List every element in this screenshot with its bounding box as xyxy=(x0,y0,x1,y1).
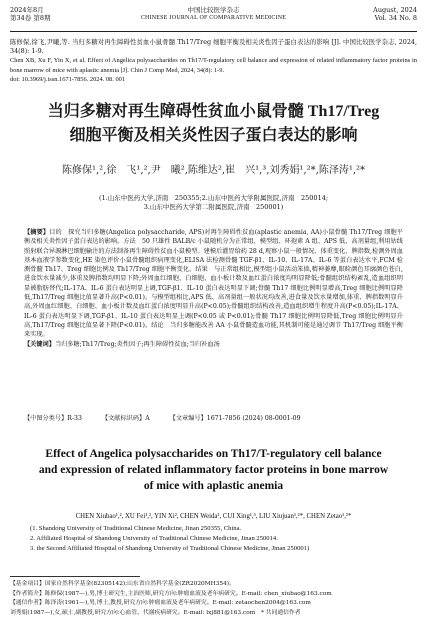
footnote-rule xyxy=(10,576,140,577)
title-en-line3: of mice with aplastic anemia xyxy=(143,480,284,492)
classification-row xyxy=(24,414,403,423)
affiliation-en-1: (1. Shandong University of Traditional Chinese Medicine, Jinan 250355, China. xyxy=(30,525,242,532)
affiliation-cn-line1: (1.山东中医药大学,济南 250355;2.山东中医药大学附属医院,济南 250014; xyxy=(98,194,329,202)
journal-name-cn: 中国比较医学杂志 xyxy=(187,6,240,14)
footnotes xyxy=(10,580,417,618)
header-volume-en: Vol. 34 No. 8 xyxy=(374,14,417,22)
header-center xyxy=(10,6,417,22)
header-volume-cn: 第34卷 第8期 xyxy=(10,14,51,22)
header-rule xyxy=(10,31,417,32)
article-number: 【文章编号】1671-7856 (2024) 08-0001-09 xyxy=(169,415,301,422)
abstract-text: 目的 探究当归多糖(Angelica polysaccharide, APS)对再生障碍性贫血(aplastic anemia, AA)小鼠骨髓 Th17/Treg 细胞平衡及相关炎性因子蛋白表达的影响。方法 50 只雄性 BALB/c 小鼠随机分为正常组、模型组、环孢素 A 组、APS 低、高剂量组,利用钴线照射联合异源淋巴细胞输注的方法制备再生障碍性贫血小鼠模型。建模后灌胃给药 28 d,观察小鼠一般情况、体重变化、脾指数,检测外周血基本血液学参数变化,HE 染色评价小鼠骨髓组织病理变化,ELISA 法检测骨髓 TGF-β1、IL-10、IL-17A、IL-6 等蛋白表达水平,FCM 检测骨髓 Th17、Treg 细胞比例及 Th17/Treg 细胞平衡变化。结果 与正常组相比,模型组小鼠活动笨拙,精神萎靡,眼睑颜色耳廓颜色苍白,进食饮水量减少,体重及脾指数均明显下降;外周血红细胞、白细胞、血小板计数及血红蛋白浓度均明显降低;骨髓组织结构紊乱,造血组织明显被脂肪替代;IL-17A、IL-6 蛋白表达明显上调,TGF-β1、IL-10 蛋白表达明显下调;骨髓 Th17 细胞比例明显增高,Treg 细胞比例明显降低,Th17/Treg 细胞比值显著升高(P<0.01)。与模型组相比,APS 低、高剂量组一般状况均改善,进食量及饮水量增加,体重、脾指数明显升高,外周血红细胞、白细胞、血小板计数及血红蛋白浓度明显升高(P<0.05);骨髓组织结构改善,造血组织增生程度升高(P<0.05);IL-17A、IL-6 蛋白表达明显下调,TGF-β1、IL-10 蛋白表达明显上调(P<0.05 或 P<0.01);骨髓 Th17 细胞比例明显降低,Treg 细胞比例明显升高,Th17/Treg 细胞比值显著下降(P<0.01)。结论 当归多糖能改善 AA 小鼠骨髓造血功能,其机制可能是通过调节 Th17/Treg 细胞平衡来实现。 xyxy=(24,229,403,339)
authors-cn: 陈修保¹,²,徐 飞¹,²,尹 曦²,陈维达²,崔 兴¹,³,刘秀娟¹,²*,陈泽涛¹,²* xyxy=(61,165,366,176)
title-en xyxy=(20,446,407,494)
title-cn-line2: 细胞平衡及相关炎性因子蛋白表达的影响 xyxy=(69,127,358,144)
affiliation-cn-line2: 3.山东中医药大学第二附属医院,济南 250001) xyxy=(143,203,284,211)
footnote-author-bio: 【作者简介】陈修保(1987—),男,博士研究生,主治医师,研究方向:肿瘤血液及老年病研究。E-mail: chen_xiubao@163.com xyxy=(10,590,332,597)
affiliation-en-3: 3. the Second Affiliated Hospital of Shandong University of Traditional Chinese Medicine, Jinan 250001) xyxy=(30,545,310,552)
abstract-label: 【摘要】 xyxy=(24,229,50,236)
citation-cn: 陈修保,徐飞,尹曦,等. 当归多糖对再生障碍性贫血小鼠骨髓 Th17/Treg 细胞平衡及相关炎性因子蛋白表达的影响 [J]. 中国比较医学杂志, 2024, 34(8): 1-9. xyxy=(10,38,417,56)
title-en-line2: and expression of related inflammatory factor proteins in bone marrow xyxy=(38,464,389,476)
keywords-row xyxy=(24,340,403,349)
header-date-en: August, 2024 xyxy=(373,6,417,14)
abstract-cn xyxy=(24,228,403,349)
document-code: 【文献标识码】A xyxy=(101,415,150,422)
citation-en: Chen XB, Xu F, Yin X, et al. Effect of Angelica polysaccharides on Th17/T-regulatory cell balance and expression of related inflammatory factor proteins in bone marrow of mice with aplastic anemia [J]. Chin J Comp Med, 2024, 34(8): 1-9. xyxy=(10,57,417,74)
header-date-cn: 2024年8月 xyxy=(10,6,44,14)
citation-block xyxy=(10,38,417,84)
title-cn-line1: 当归多糖对再生障碍性贫血小鼠骨髓 Th17/Treg xyxy=(47,103,380,120)
doi: doi: 10.3969/j.issn.1671-7856. 2024. 08. 001 xyxy=(10,75,126,83)
title-cn xyxy=(10,100,417,148)
affiliations-cn xyxy=(10,194,417,212)
keywords-text: 当归多糖;Th17/Treg;炎性因子;再生障碍性贫血;当归补血汤 xyxy=(54,340,220,348)
affiliations-en xyxy=(30,524,397,554)
title-en-line1: Effect of Angelica polysaccharides on Th17/T-regulatory cell balance xyxy=(45,448,382,460)
header-right xyxy=(373,6,417,22)
clc-number: 【中图分类号】R-33 xyxy=(24,415,82,422)
journal-name-en: CHINESE JOURNAL OF COMPARATIVE MEDICINE xyxy=(140,15,287,21)
affiliation-en-2: 2. Affiliated Hospital of Shandong University of Traditional Chinese Medicine, Jinan 250014. xyxy=(30,535,278,542)
footnote-corresponding-1: 【通信作者】陈泽涛(1961—),男,博士,教授,研究方向:肿瘤血液及老年病研究。E-mail: zetaochen2004@163.com xyxy=(10,600,311,606)
keywords-label: 【关键词】 xyxy=(24,340,55,348)
footnote-corresponding-2: 刘秀娟(1987—),女,硕士,副教授,研究方向:心血管、代谢疾病研究。E-mail: lxj881@163.com * 共同通信作者 xyxy=(10,609,301,616)
footnote-funding: 【基金项目】国家自然科学基金(82305142);山东省自然科学基金(ZR2020MH354)。 xyxy=(10,581,235,587)
running-header xyxy=(10,6,417,30)
authors-en: CHEN Xiubao¹,², XU Fei¹,², YIN Xi², CHEN Weida², CUI Xing¹,³, LIU Xiujuan¹,²*, CHEN Zetao¹,²* xyxy=(75,513,352,520)
